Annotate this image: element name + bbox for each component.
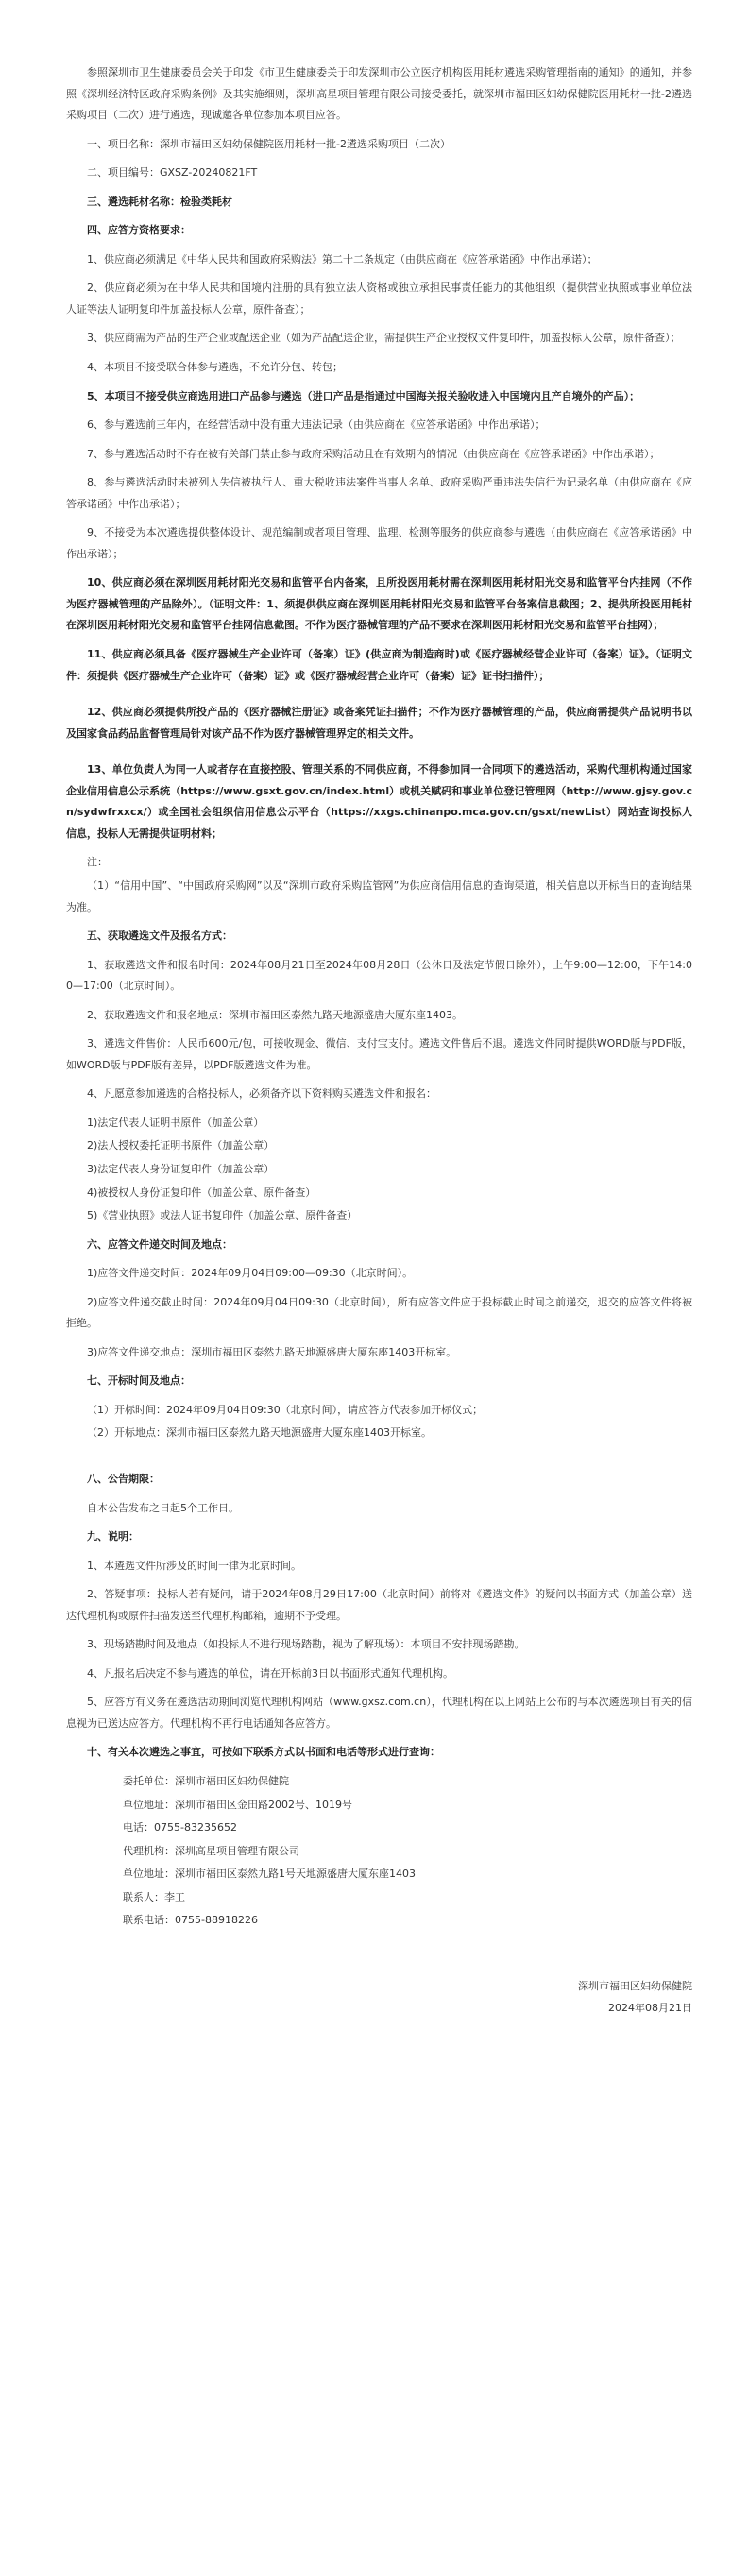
paragraph: 代理机构：深圳高星项目管理有限公司 — [123, 1844, 299, 1857]
section-heading: 八、公告期限： — [87, 1472, 160, 1485]
signature-date: 2024年08月21日 — [608, 2001, 692, 2014]
paragraph: 5)《营业执照》或法人证书复印件（加盖公章、原件备查） — [87, 1209, 358, 1222]
paragraph: 联系电话：0755-88918226 — [123, 1914, 258, 1927]
announcement-body — [66, 62, 692, 1932]
paragraph: 4、凡报名后决定不参与遴选的单位，请在开标前3日以书面形式通知代理机构。 — [87, 1666, 453, 1680]
paragraph: 注： — [87, 856, 108, 869]
paragraph: 1)应答文件递交时间：2024年09月04日09:00—09:30（北京时间）。 — [87, 1267, 414, 1280]
paragraph: 2、获取遴选文件和报名地点：深圳市福田区泰然九路天地源盛唐大厦东座1403。 — [87, 1008, 463, 1021]
section-heading: 九、说明： — [87, 1530, 139, 1544]
section-heading: 四、应答方资格要求： — [87, 224, 191, 237]
paragraph: 自本公告发布之日起5个工作日。 — [87, 1501, 239, 1514]
paragraph: 10、供应商必须在深圳医用耗材阳光交易和监管平台内备案，且所投医用耗材需在深圳医用耗材阳光交易和监管平台内挂网（不作为医疗器械管理的产品除外）。（证明文件：1、须提供供应商在深圳医用耗材阳光交易和监管平台备案信息截图；2、提供所投医用耗材在深圳医用耗材阳光交易和监管平台挂网信息截图。不作为医疗器械管理的产品不要求在深圳医用耗材阳光交易和监管平台挂网）； — [66, 576, 692, 632]
paragraph: 1、供应商必须满足《中华人民共和国政府采购法》第二十二条规定（由供应商在《应答承诺函》中作出承诺）； — [87, 252, 598, 265]
paragraph: 5、本项目不接受供应商选用进口产品参与遴选（进口产品是指通过中国海关报关验收进入中国境内且产自境外的产品）； — [87, 389, 640, 402]
paragraph: 联系人：李工 — [123, 1890, 185, 1903]
paragraph: 4、本项目不接受联合体参与遴选，不允许分包、转包； — [87, 361, 343, 374]
section-heading: 五、获取遴选文件及报名方式： — [87, 930, 232, 943]
paragraph: 8、参与遴选活动时未被列入失信被执行人、重大税收违法案件当事人名单、政府采购严重违法失信行为记录名单（由供应商在《应答承诺函》中作出承诺）； — [66, 476, 692, 510]
paragraph: 5、应答方有义务在遴选活动期间浏览代理机构网站（www.gxsz.com.cn），代理机构在以上网站上公布的与本次遴选项目有关的信息视为已送达应答方。代理机构不再行电话通知各应答方。 — [66, 1696, 692, 1730]
paragraph: 3、供应商需为产品的生产企业或配送企业（如为产品配送企业，需提供生产企业授权文件复印件，加盖投标人公章，原件备查）； — [87, 332, 681, 345]
paragraph: 3、遴选文件售价：人民币600元/包，可接收现金、微信、支付宝支付。遴选文件售后不退。遴选文件同时提供WORD版与PDF版，如WORD版与PDF版有差异，以PDF版遴选文件为准。 — [66, 1037, 692, 1071]
section-heading: 七、开标时间及地点： — [87, 1374, 191, 1388]
paragraph: 4、凡愿意参加遴选的合格投标人，必须备齐以下资料购买遴选文件和报名： — [87, 1087, 436, 1100]
paragraph: （1）开标时间：2024年09月04日09:30（北京时间），请应答方代表参加开标仪式； — [87, 1403, 484, 1416]
paragraph: （1）“信用中国”、“中国政府采购网”以及“深圳市政府采购监管网”为供应商信用信息的查询渠道，相关信息以开标当日的查询结果为准。 — [66, 879, 692, 913]
paragraph: 单位地址：深圳市福田区金田路2002号、1019号 — [123, 1798, 352, 1811]
paragraph: 9、不接受为本次遴选提供整体设计、规范编制或者项目管理、监理、检测等服务的供应商参与遴选（由供应商在《应答承诺函》中作出承诺）； — [66, 526, 692, 560]
paragraph: 2、答疑事项：投标人若有疑问，请于2024年08月29日17:00（北京时间）前将对《遴选文件》的疑问以书面方式（加盖公章）送达代理机构或原件扫描发送至代理机构邮箱，逾期不予受理。 — [66, 1588, 692, 1622]
paragraph: 4)被授权人身份证复印件（加盖公章、原件备查） — [87, 1186, 316, 1199]
signature-block — [66, 1975, 692, 2019]
paragraph: 1、本遴选文件所涉及的时间一律为北京时间。 — [87, 1559, 301, 1572]
paragraph: 7、参与遴选活动时不存在被有关部门禁止参与政府采购活动且在有效期内的情况（由供应商在《应答承诺函》中作出承诺）； — [87, 447, 660, 460]
section-heading: 三、遴选耗材名称：检验类耗材 — [87, 195, 232, 208]
signature-org: 深圳市福田区妇幼保健院 — [578, 1979, 692, 1992]
paragraph: 一、项目名称：深圳市福田区妇幼保健院医用耗材一批-2遴选采购项目（二次） — [87, 137, 451, 150]
paragraph: 2)应答文件递交截止时间：2024年09月04日09:30（北京时间），所有应答文件应于投标截止时间之前递交，迟交的应答文件将被拒绝。 — [66, 1295, 692, 1330]
paragraph: 2、供应商必须为在中华人民共和国境内注册的具有独立法人资格或独立承担民事责任能力的其他组织（提供营业执照或事业单位法人证等法人证明复印件加盖投标人公章，原件备查）； — [66, 281, 692, 316]
paragraph: 1、获取遴选文件和报名时间：2024年08月21日至2024年08月28日（公休日及法定节假日除外），上午9:00—12:00，下午14:00—17:00（北京时间）。 — [66, 958, 692, 993]
paragraph: 3、现场踏勘时间及地点（如投标人不进行现场踏勘，视为了解现场）：本项目不安排现场踏勘。 — [87, 1638, 525, 1651]
paragraph: 2)法人授权委托证明书原件（加盖公章） — [87, 1139, 275, 1152]
section-heading: 六、应答文件递交时间及地点： — [87, 1237, 232, 1251]
paragraph: 单位地址：深圳市福田区泰然九路1号天地源盛唐大厦东座1403 — [123, 1868, 416, 1881]
paragraph: 12、供应商必须提供所投产品的《医疗器械注册证》或备案凭证扫描件；不作为医疗器械管理的产品，供应商需提供产品说明书以及国家食品药品监督管理局针对该产品不作为医疗器械管理界定的相关文件。 — [66, 706, 692, 740]
paragraph: 13、单位负责人为同一人或者存在直接控股、管理关系的不同供应商，不得参加同一合同项下的遴选活动，采购代理机构通过国家企业信用信息公示系统（https://www.gsxt.gov.cn/index.html）或机关赋码和事业单位登记管理网（http://www.gjsy.gov.cn/sydwfrxxcx/）或全国社会组织信用信息公示平台（https://xxgs.chinanpo.mca.gov.cn/gsxt/newList）网站查询投标人信息，投标人无需提供证明材料； — [66, 763, 692, 840]
paragraph: 1)法定代表人证明书原件（加盖公章） — [87, 1116, 264, 1129]
paragraph: 3)应答文件递交地点：深圳市福田区泰然九路天地源盛唐大厦东座1403开标室。 — [87, 1345, 457, 1358]
paragraph: 委托单位：深圳市福田区妇幼保健院 — [123, 1775, 289, 1787]
paragraph: 11、供应商必须具备《医疗器械生产企业许可（备案）证》(供应商为制造商时)或《医疗器械经营企业许可（备案）证》。（证明文件：须提供《医疗器械生产企业许可（备案）证》或《医疗器械经营企业许可（备案）证》证书扫描件）； — [66, 648, 692, 682]
paragraph: 参照深圳市卫生健康委员会关于印发《市卫生健康委关于印发深圳市公立医疗机构医用耗材遴选采购管理指南的通知》的通知，并参照《深圳经济特区政府采购条例》及其实施细则，深圳高星项目管理有限公司接受委托，就深圳市福田区妇幼保健院医用耗材一批-2遴选采购项目（二次）进行遴选，现诚邀各单位参加本项目应答。 — [66, 66, 692, 122]
paragraph: （2）开标地点：深圳市福田区泰然九路天地源盛唐大厦东座1403开标室。 — [87, 1426, 432, 1440]
paragraph: 6、参与遴选前三年内，在经营活动中没有重大违法记录（由供应商在《应答承诺函》中作出承诺）； — [87, 418, 546, 432]
paragraph: 电话：0755-83235652 — [123, 1821, 237, 1834]
paragraph: 二、项目编号：GXSZ-20240821FT — [87, 166, 258, 179]
paragraph: 3)法定代表人身份证复印件（加盖公章） — [87, 1162, 275, 1175]
section-heading: 十、有关本次遴选之事宜，可按如下联系方式以书面和电话等形式进行查询： — [87, 1746, 440, 1759]
